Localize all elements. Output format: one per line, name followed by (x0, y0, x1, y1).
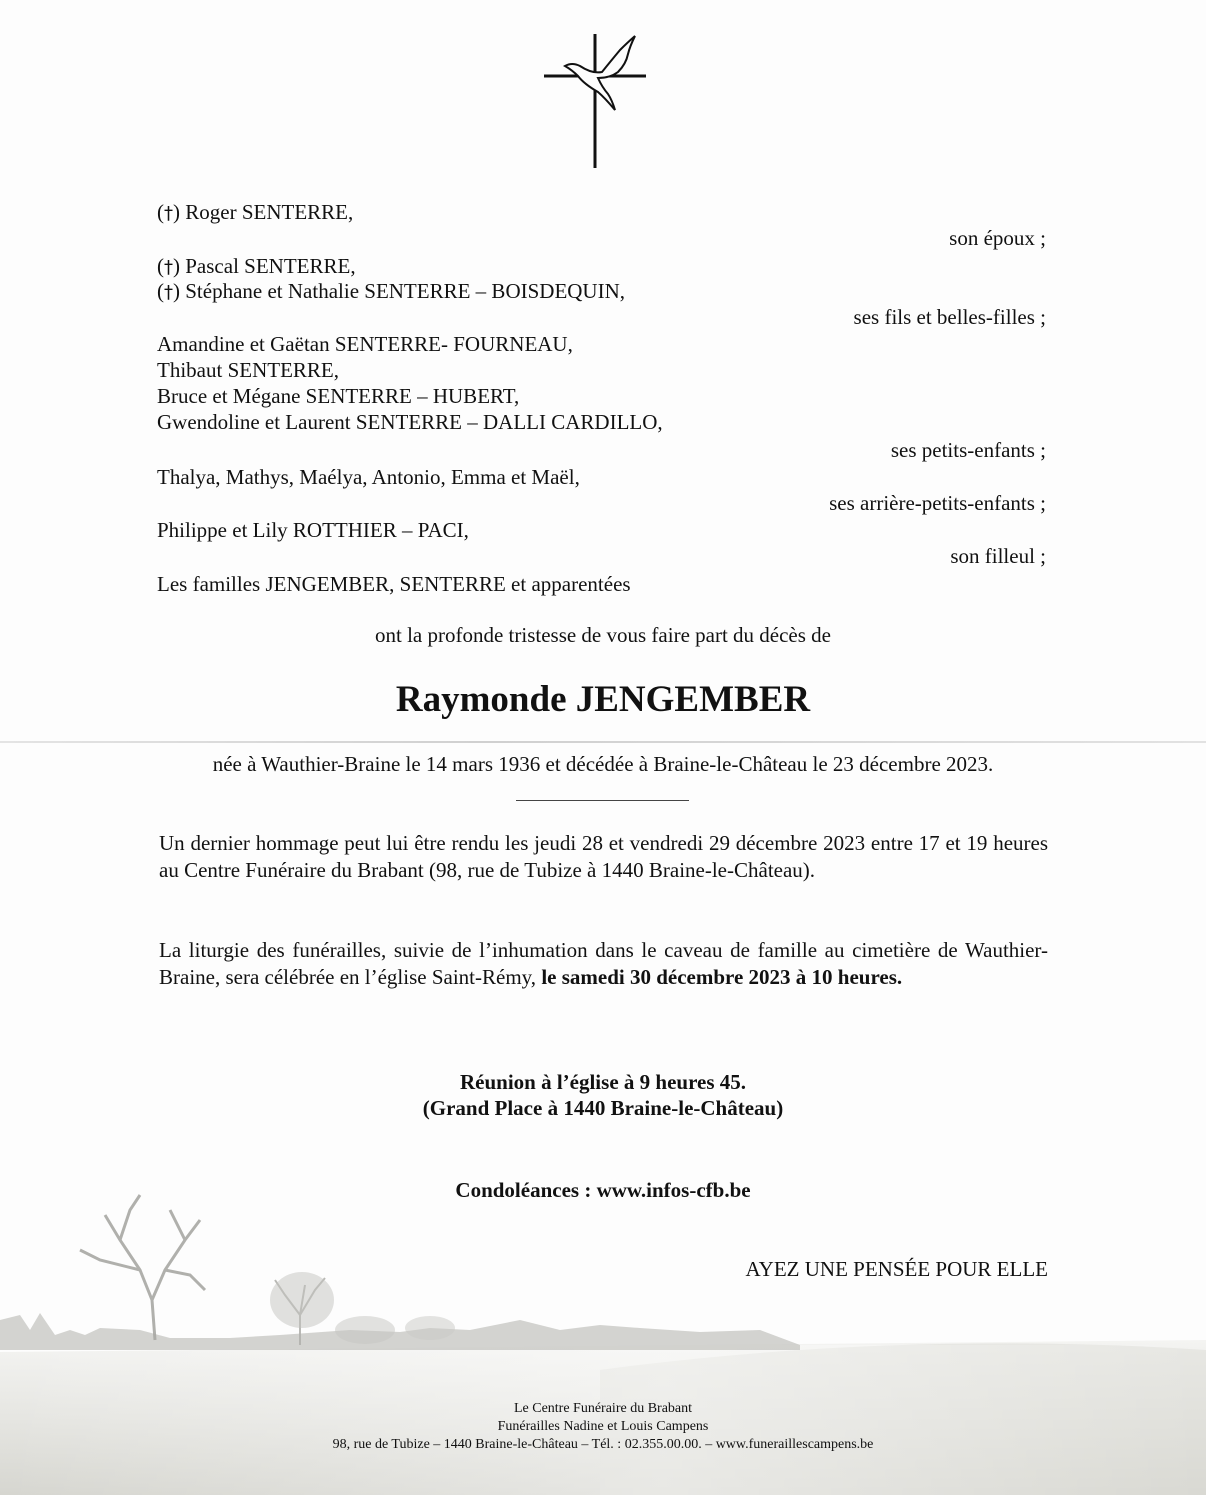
condolences-line: Condoléances : www.infos-cfb.be (455, 1178, 751, 1202)
family-member: Les familles JENGEMBER, SENTERRE et apparentées (157, 572, 631, 596)
deceased-marker: (†) (157, 254, 186, 278)
relation-label: son filleul ; (950, 544, 1046, 568)
family-member: Thibaut SENTERRE, (157, 358, 339, 382)
footer-contact: 98, rue de Tubize – 1440 Braine-le-Château – Tél. : 02.355.00.00. – www.funeraillescampens.be (332, 1437, 874, 1452)
fold-line (0, 741, 1206, 743)
family-member: (†) Stéphane et Nathalie SENTERRE – BOISDEQUIN, (157, 279, 626, 303)
footer-company: Le Centre Funéraire du Brabant (513, 1401, 693, 1416)
family-member: Thalya, Mathys, Maélya, Antonio, Emma et Maël, (157, 465, 580, 489)
meeting-time: Réunion à l’église à 9 heures 45. (459, 1070, 747, 1094)
relation-label: ses arrière-petits-enfants ; (829, 491, 1046, 515)
announcement-intro: ont la profonde tristesse de vous faire part du décès de (374, 623, 831, 647)
liturgy-paragraph (159, 937, 1048, 991)
footer-subtitle: Funérailles Nadine et Louis Campens (497, 1419, 709, 1434)
tribute-paragraph: Un dernier hommage peut lui être rendu les jeudi 28 et vendredi 29 décembre 2023 entre 17 et 19 heures au Centre Funéraire du Brabant (98, rue de Tubize à 1440 Braine-le-Château). (159, 831, 1048, 882)
family-member: (†) Pascal SENTERRE, (157, 254, 356, 278)
family-member: Bruce et Mégane SENTERRE – HUBERT, (157, 384, 520, 408)
closing-line: AYEZ UNE PENSÉE POUR ELLE (745, 1257, 1048, 1281)
relation-label: son époux ; (949, 226, 1046, 250)
separator-line (516, 800, 689, 801)
relation-label: ses fils et belles-filles ; (853, 305, 1046, 329)
family-member: Gwendoline et Laurent SENTERRE – DALLI CARDILLO, (157, 410, 663, 434)
deceased-marker: (†) (157, 279, 186, 303)
relation-label: ses petits-enfants ; (890, 438, 1046, 462)
family-member: (†) Roger SENTERRE, (157, 200, 354, 224)
cross-with-dove-icon (540, 32, 650, 172)
birth-death-line: née à Wauthier-Braine le 14 mars 1936 et décédée à Braine-le-Château le 23 décembre 2023. (212, 752, 994, 776)
meeting-place: (Grand Place à 1440 Braine-le-Château) (422, 1096, 784, 1120)
family-member: Amandine et Gaëtan SENTERRE- FOURNEAU, (157, 332, 573, 356)
liturgy-text: La liturgie des funérailles, suivie de l’inhumation dans le caveau de famille au cimetière de Wauthier-Braine, sera célébrée en l’église Saint-Rémy, (159, 938, 1048, 989)
deceased-name: Raymonde JENGEMBER (395, 679, 811, 720)
family-member: Philippe et Lily ROTTHIER – PACI, (157, 518, 469, 542)
liturgy-date: le samedi 30 décembre 2023 à 10 heures. (541, 965, 903, 989)
deceased-marker: (†) (157, 200, 186, 224)
